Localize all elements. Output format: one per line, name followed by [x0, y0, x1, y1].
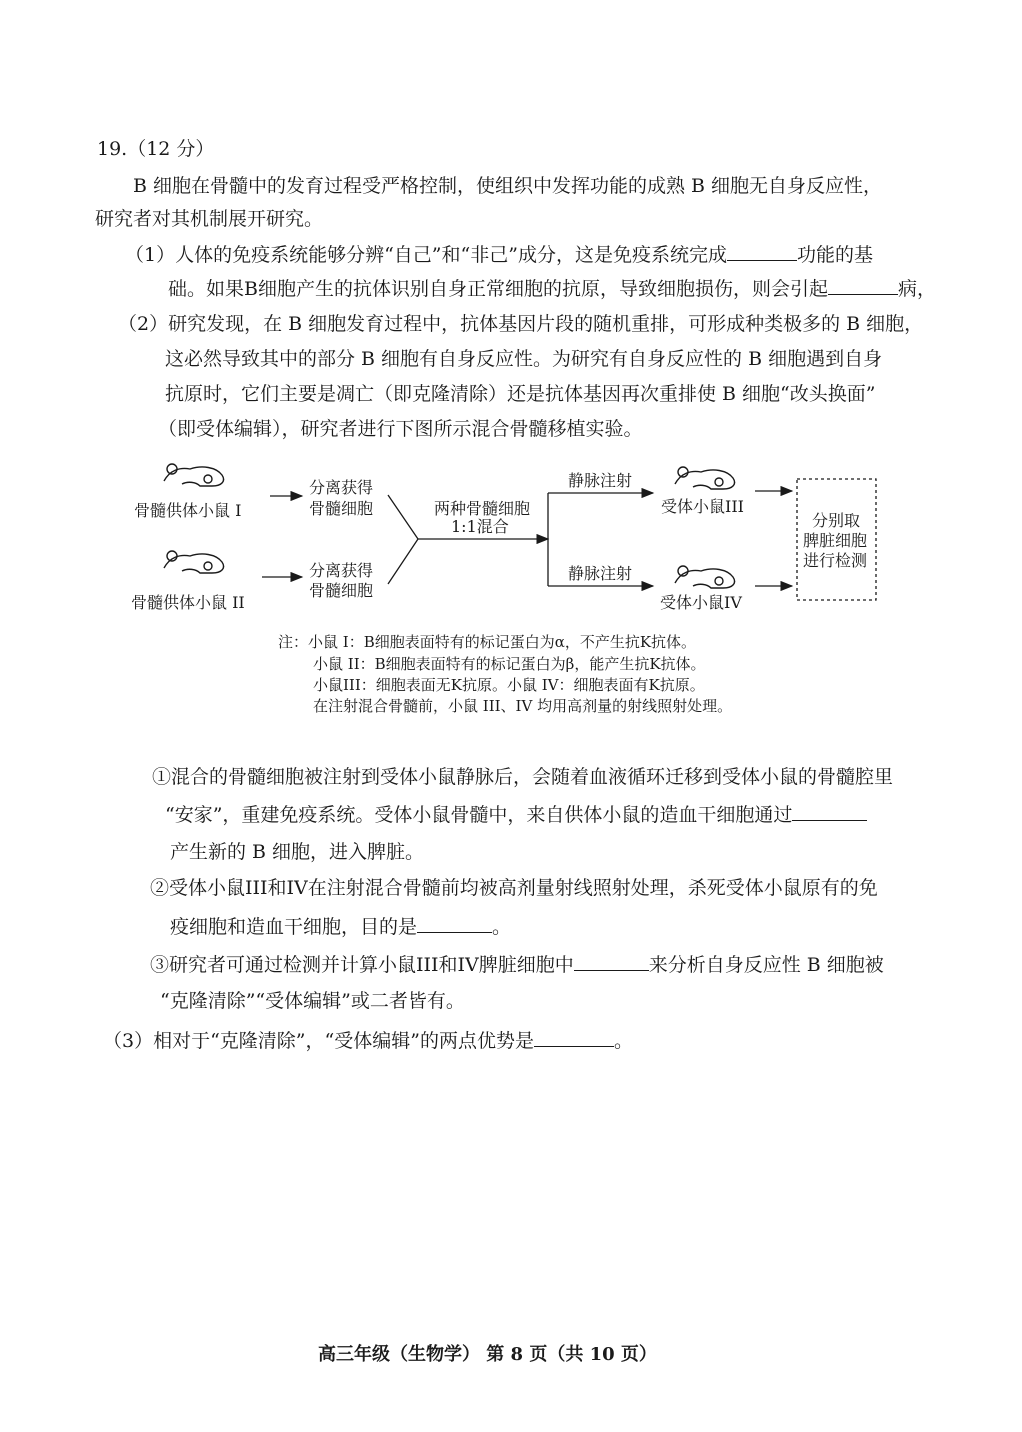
isolate-1-label-a: 分离获得	[309, 478, 374, 497]
subq2-line-1: ②受体小鼠III和IV在注射混合骨髓前均被高剂量射线照射处理，杀死受体小鼠原有的免	[150, 877, 878, 899]
donor-2-label: 骨髓供体小鼠 II	[131, 593, 245, 612]
subq3-line-2: “克隆清除”“受体编辑”或二者皆有。	[160, 990, 465, 1012]
note-line-4: 在注射混合骨髓前，小鼠 III、IV 均用高剂量的射线照射处理。	[313, 697, 733, 715]
isolate-1-label-b: 骨髓细胞	[309, 499, 374, 518]
subq2-line-2	[170, 914, 511, 939]
mix-label-a: 两种骨髓细胞	[434, 499, 531, 518]
subq1-text-b: “安家”，重建免疫系统。受体小鼠骨髓中，来自供体小鼠的造血干细胞通过	[165, 804, 793, 826]
isolate-2-label-b: 骨髓细胞	[309, 581, 374, 600]
question-number: 19.（12 分）	[97, 138, 215, 160]
answer-blank-4[interactable]	[417, 914, 492, 933]
part2-line-2: 这必然导致其中的部分 B 细胞有自身反应性。为研究有自身反应性的 B 细胞遇到自身	[165, 348, 883, 370]
experiment-diagram	[0, 455, 1022, 625]
answer-blank-3[interactable]	[792, 802, 867, 821]
part1-line-1	[125, 242, 873, 267]
part3-text-end: 。	[613, 1030, 633, 1052]
intro-line-2: 研究者对其机制展开研究。	[95, 208, 324, 230]
recipient-3-label: 受体小鼠III	[661, 497, 744, 516]
subq3-text-b: 来分析自身反应性 B 细胞被	[648, 954, 884, 976]
answer-blank-2[interactable]	[828, 276, 898, 295]
note-line-1: 注：小鼠 I：B细胞表面特有的标记蛋白为α，不产生抗K抗体。	[278, 633, 697, 651]
subq3-line-1	[150, 952, 884, 977]
intro-line-1: B 细胞在骨髓中的发育过程受严格控制，使组织中发挥功能的成熟 B 细胞无自身反应性，	[133, 175, 883, 197]
note-line-3: 小鼠III：细胞表面无K抗原。小鼠 IV：细胞表面有K抗原。	[313, 676, 705, 694]
mouse-icon-recipient-3	[675, 467, 735, 489]
mouse-icon-donor-1	[164, 464, 224, 486]
subq1-line-2	[165, 802, 867, 827]
part1-text-b: 功能的基	[796, 244, 873, 266]
mouse-icon-recipient-4	[675, 566, 735, 588]
recipient-4-label: 受体小鼠IV	[660, 593, 742, 612]
inject-1-label: 静脉注射	[568, 471, 633, 490]
part1-line-2	[168, 276, 936, 301]
merge-lines	[388, 495, 418, 584]
subq1-line-1: ①混合的骨髓细胞被注射到受体小鼠静脉后，会随着血液循环迁移到受体小鼠的骨髓腔里	[152, 766, 894, 788]
answer-blank-1[interactable]	[727, 242, 797, 261]
mix-label-b: 1:1混合	[451, 517, 509, 536]
part1-text-a: （1）人体的免疫系统能够分辨“自己”和“非己”成分，这是免疫系统完成	[125, 244, 727, 266]
part1-text-c: 础。如果B细胞产生的抗体识别自身正常细胞的抗原，导致细胞损伤，则会引起	[168, 278, 828, 300]
subq1-line-3: 产生新的 B 细胞，进入脾脏。	[170, 841, 425, 863]
part3-line	[103, 1028, 633, 1053]
detection-label-b: 脾脏细胞	[803, 531, 868, 550]
detection-label-a: 分别取	[812, 511, 861, 530]
inject-2-label: 静脉注射	[568, 564, 633, 583]
part2-line-3: 抗原时，它们主要是凋亡（即克隆清除）还是抗体基因再次重排使 B 细胞“改头换面”	[165, 383, 876, 405]
subq2-text-end: 。	[492, 916, 512, 938]
page-footer: 高三年级（生物学） 第 8 页（共 10 页）	[318, 1344, 657, 1365]
part3-text: （3）相对于“克隆清除”，“受体编辑”的两点优势是	[103, 1030, 534, 1052]
isolate-2-label-a: 分离获得	[309, 561, 374, 580]
detection-label-c: 进行检测	[803, 551, 868, 570]
answer-blank-6[interactable]	[534, 1028, 614, 1047]
part1-text-d: 病，	[897, 278, 936, 300]
subq2-text-b: 疫细胞和造血干细胞，目的是	[170, 916, 418, 938]
mouse-icon-donor-2	[164, 551, 224, 573]
subq3-text-a: ③研究者可通过检测并计算小鼠III和IV脾脏细胞中	[150, 954, 574, 976]
part2-line-1: （2）研究发现，在 B 细胞发育过程中，抗体基因片段的随机重排，可形成种类极多的 B 细胞，	[118, 313, 924, 335]
donor-1-label: 骨髓供体小鼠 I	[134, 501, 242, 520]
answer-blank-5[interactable]	[574, 952, 649, 971]
note-line-2: 小鼠 II：B细胞表面特有的标记蛋白为β，能产生抗K抗体。	[313, 655, 706, 673]
part2-line-4: （即受体编辑），研究者进行下图所示混合骨髓移植实验。	[158, 418, 643, 440]
